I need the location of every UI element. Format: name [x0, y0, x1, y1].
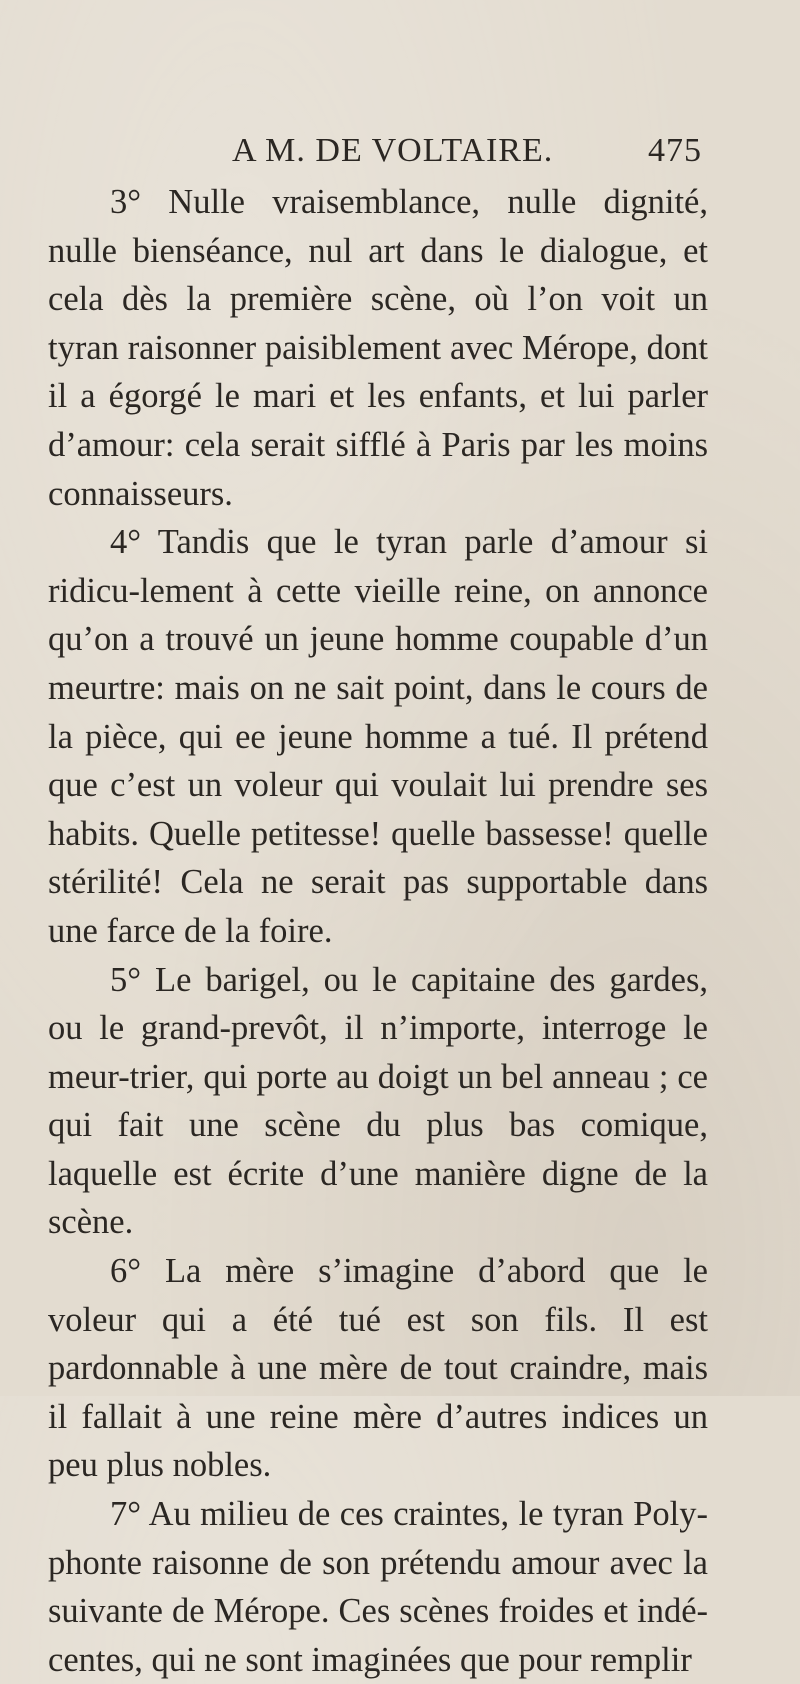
paragraph-4: 4° Tandis que le tyran parle d’amour si ridicu-lement à cette vieille reine, on annonce qu’on a trouvé un jeune homme coupable d’un meurtre: mais on ne sait point, dans le cours de la pièce, qui ee jeune homme a tué. Il prétend que c’est un voleur qui voulait lui prendre ses habits. Quelle petitesse! quelle bassesse! quelle stérilité! Cela ne serait pas supportable dans une farce de la foire. [48, 523, 708, 950]
paragraph-3: 3° Nulle vraisemblance, nulle dignité, nulle bienséance, nul art dans le dialogue, et cela dès la première scène, où l’on voit un tyran raisonner paisiblement avec Mérope, dont il a égorgé le mari et les enfants, et lui parler d’amour: cela serait sifflé à Paris par les moins connaisseurs. [48, 183, 708, 513]
running-title: A M. DE VOLTAIRE. [232, 132, 554, 169]
page-number: 475 [648, 132, 702, 169]
page-header [232, 132, 702, 176]
paragraph-6: 6° La mère s’imagine d’abord que le voleur qui a été tué est son fils. Il est pardonnable à une mère de tout craindre, mais il fallait à une reine mère d’autres indices un peu plus nobles. [48, 1252, 708, 1485]
paragraph-7: 7° Au milieu de ces craintes, le tyran Poly-phonte raisonne de son prétendu amour avec la suivante de Mérope. Ces scènes froides et indé-centes, qui ne sont imaginées que pour remplir [48, 1495, 708, 1679]
body-text [48, 178, 708, 1684]
paragraph-5: 5° Le barigel, ou le capitaine des gardes, ou le grand-prevôt, il n’importe, interroge le meur-trier, qui porte au doigt un bel anneau ; ce qui fait une scène du plus bas comique, laquelle est écrite d’une manière digne de la scène. [48, 960, 708, 1242]
